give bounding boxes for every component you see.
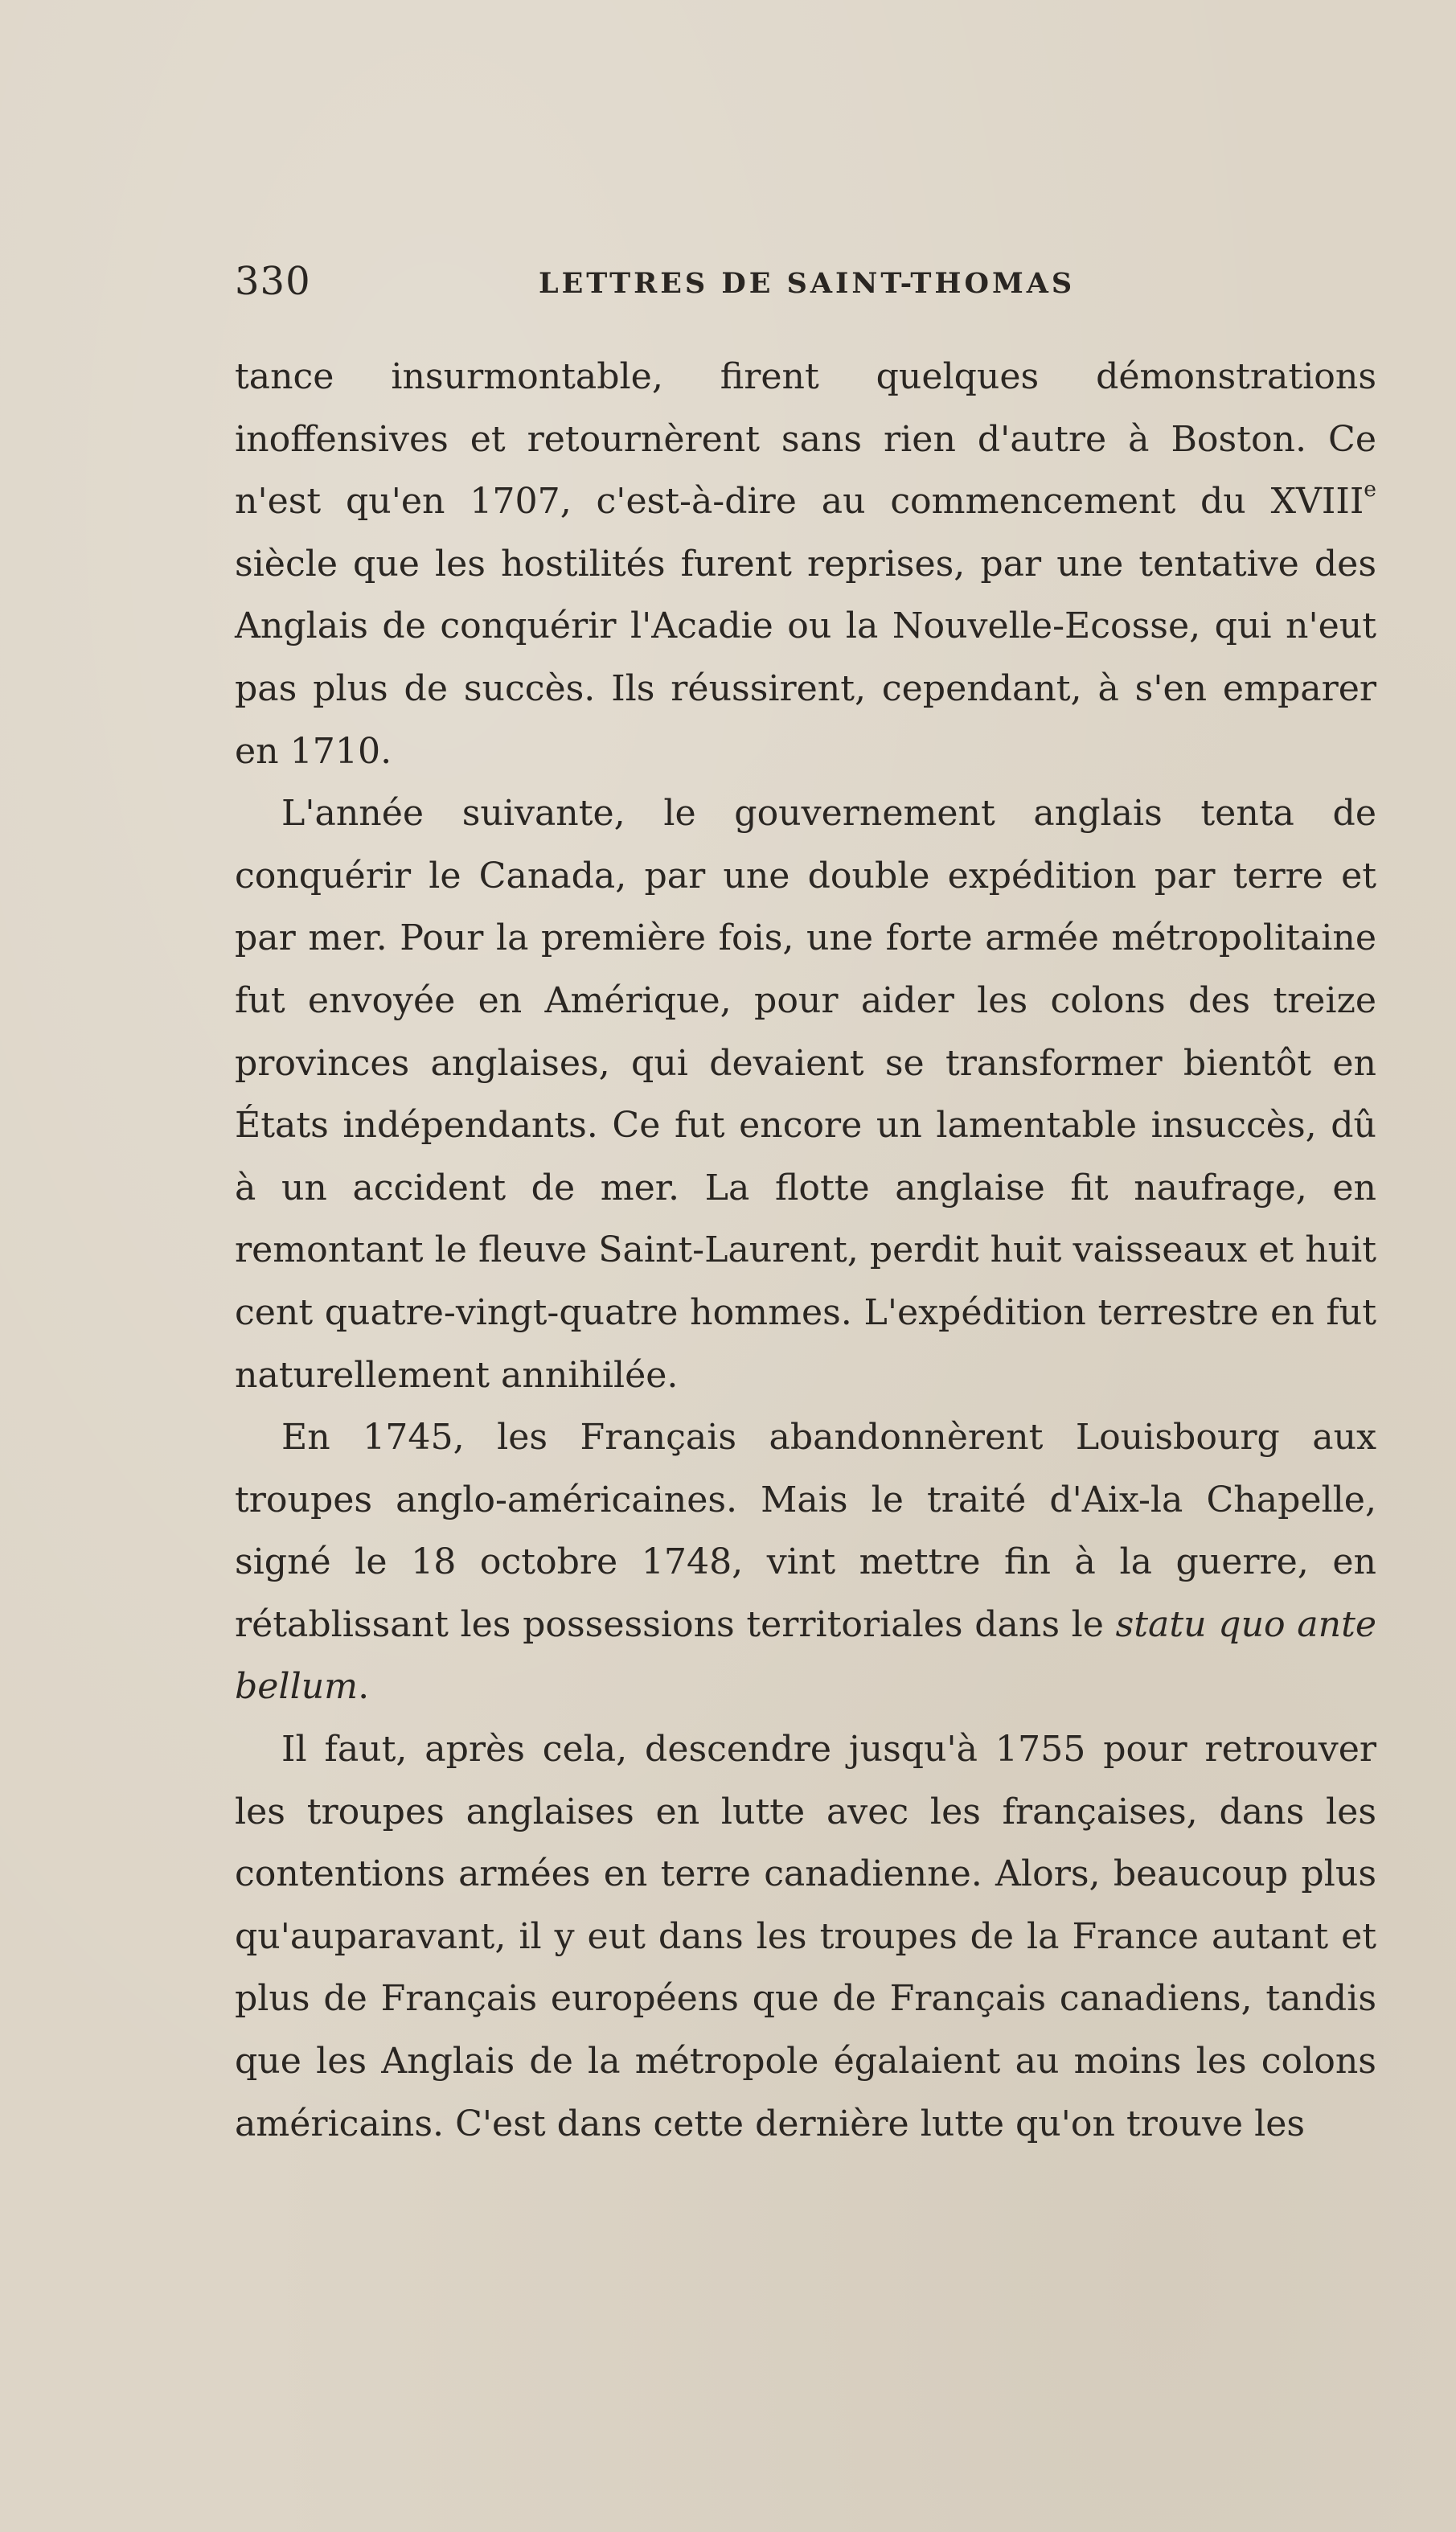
century-numeral: XVIII xyxy=(1270,481,1364,523)
page-header xyxy=(235,259,1376,307)
paragraph-2: L'année suivante, le gouvernement anglais tenta de conquérir le Canada, par une double expédition par terre et par mer. Pour la première fois, une forte armée métropolitaine fut envoyée en Amérique, pour aider les colons des treize provinces anglaises, qui devaient se transformer bientôt en États indépendants. Ce fut encore un lamentable insuccès, dû à un accident de mer. La flotte anglaise fit naufrage, en remontant le fleuve Saint-Laurent, perdit huit vaisseaux et huit cent quatre-vingt-quatre hommes. L'expédition terrestre en fut naturellement annihilée. xyxy=(235,793,1376,1396)
page-number: 330 xyxy=(235,259,311,304)
latin-phrase: statu quo ante bellum xyxy=(235,1603,1376,1708)
paragraph-4: Il faut, après cela, descendre jusqu'à 1755 pour retrouver les troupes anglaises en lutte avec les françaises, dans les contentions armées en terre canadienne. Alors, beaucoup plus qu'auparavant, il y eut dans les troupes de la France autant et plus de Français européens que de Français canadiens, tandis que les Anglais de la métropole égalaient au moins les colons américains. C'est dans cette dernière lutte qu'on trouve les xyxy=(235,1729,1376,2144)
paragraph-1-part-2: siècle que les hostilités furent reprises, par une tentative des Anglais de conquérir l'Acadie ou la Nouvelle-Ecosse, qui n'eut pas plus de succès. Ils réussirent, cependant, à s'en emparer en 1710. xyxy=(235,543,1376,772)
running-title: LETTRES DE SAINT-THOMAS xyxy=(539,267,1076,300)
body-text xyxy=(235,346,1376,2155)
paragraph-3 xyxy=(235,1406,1376,1718)
century-superscript: e xyxy=(1364,476,1376,502)
paragraph-3-part-1: En 1745, les Français abandonnèrent Louisbourg aux troupes anglo-américaines. Mais le traité d'Aix-la Chapelle, signé le 18 octobre 1748, vint mettre fin à la guerre, en rétablissant les possessions territoriales dans le xyxy=(235,1417,1376,1645)
paragraph-1 xyxy=(235,346,1376,782)
paragraph-1-part-1: tance insurmontable, firent quelques démonstrations inoffensives et retournèrent sans rien d'autre à Boston. Ce n'est qu'en 1707, c'est-à-dire au commencement du xyxy=(235,356,1376,523)
paragraph-3-part-2: . xyxy=(358,1666,370,1708)
